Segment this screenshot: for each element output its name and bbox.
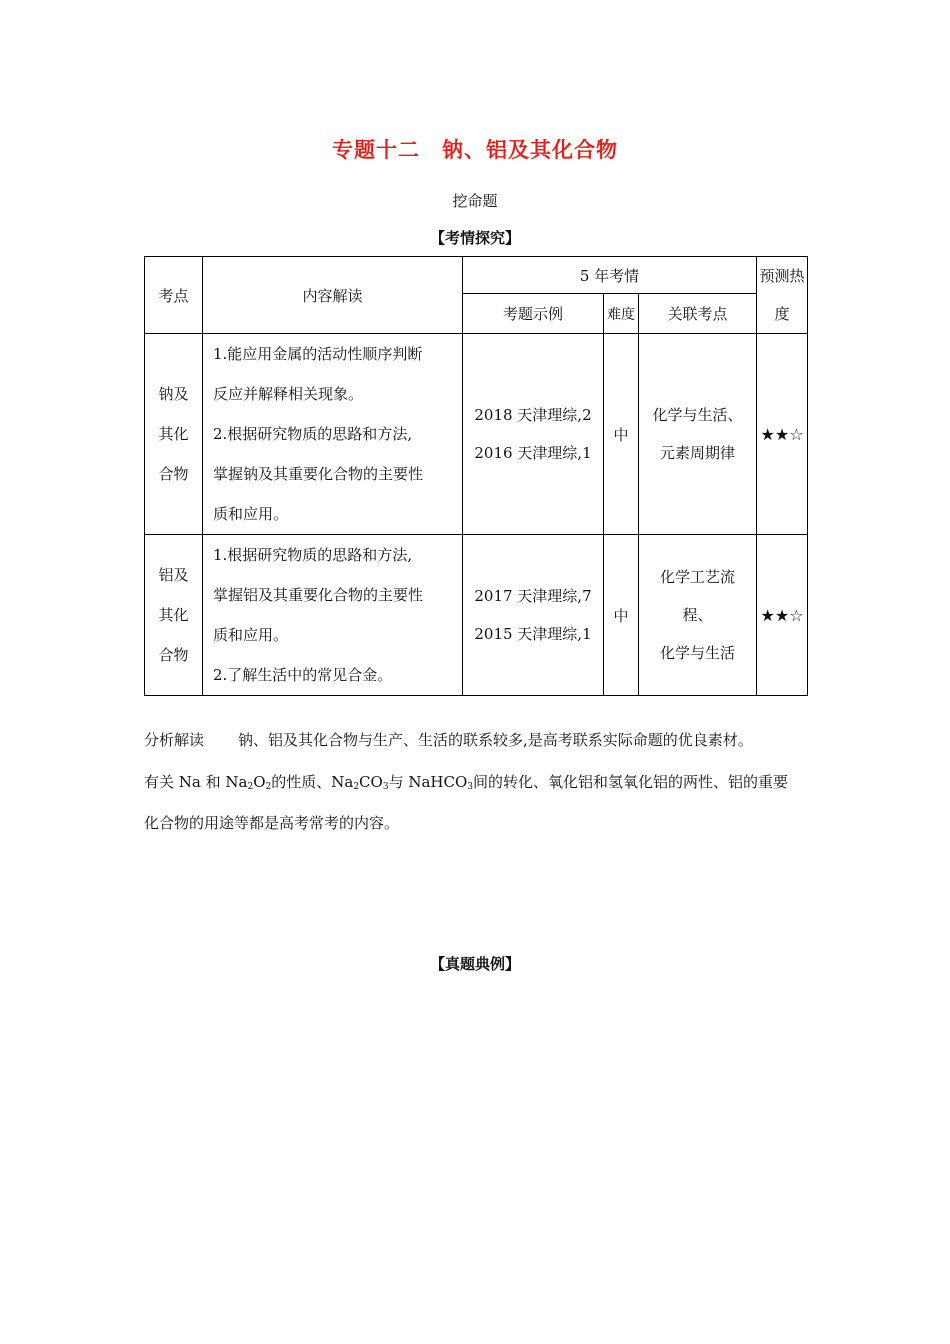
table-row	[145, 535, 808, 696]
analysis-line-2: 有关 Na 和 $Na_2O_2$的性质、$Na_2CO_3$与 NaHCO$_3$间的转化、氧化铝和氢氧化铝的两性、铝的重要	[144, 773, 789, 792]
content-cell: 1.根据研究物质的思路和方法, 掌握铝及其重要化合物的主要性 质和应用。 2.了解生活中的常见合金。	[203, 535, 463, 696]
analysis-line-1: 分析解读 钠、铝及其化合物与生产、生活的联系较多,是高考联系实际命题的优良素材。	[144, 731, 753, 749]
analysis-line-3: 化合物的用途等都是高考常考的内容。	[144, 814, 400, 832]
header-heat: 预测热 度	[757, 257, 808, 334]
difficulty-cell: 中	[604, 334, 639, 535]
examples-cell: 2018 天津理综,2 2016 天津理综,1	[463, 334, 604, 535]
table-row	[145, 334, 808, 535]
point-cell: 铝及 其化 合物	[145, 535, 203, 696]
related-cell: 化学与生活、 元素周期律	[639, 334, 757, 535]
page-title: 专题十二 钠、铝及其化合物	[332, 138, 618, 162]
header-five-year: 5 年考情	[463, 257, 757, 294]
heat-rating: ★★☆	[757, 334, 808, 535]
difficulty-cell: 中	[604, 535, 639, 696]
heat-rating: ★★☆	[757, 535, 808, 696]
point-cell: 钠及 其化 合物	[145, 334, 203, 535]
examples-cell: 2017 天津理综,7 2015 天津理综,1	[463, 535, 604, 696]
header-content: 内容解读	[203, 257, 463, 334]
header-examples: 考题示例	[463, 294, 604, 334]
section-heading-real-examples: 【真题典例】	[429, 955, 520, 973]
subtitle: 挖命题	[452, 192, 498, 210]
header-related: 关联考点	[639, 294, 757, 334]
section-heading-exam-analysis: 【考情探究】	[429, 229, 520, 247]
exam-analysis-table	[144, 256, 808, 696]
related-cell: 化学工艺流 程、 化学与生活	[639, 535, 757, 696]
header-difficulty: 难度	[604, 294, 639, 334]
header-point: 考点	[145, 257, 203, 334]
content-cell: 1.能应用金属的活动性顺序判断 反应并解释相关现象。 2.根据研究物质的思路和方法, 掌握钠及其重要化合物的主要性 质和应用。	[203, 334, 463, 535]
analysis-label: 分析解读	[144, 731, 205, 749]
